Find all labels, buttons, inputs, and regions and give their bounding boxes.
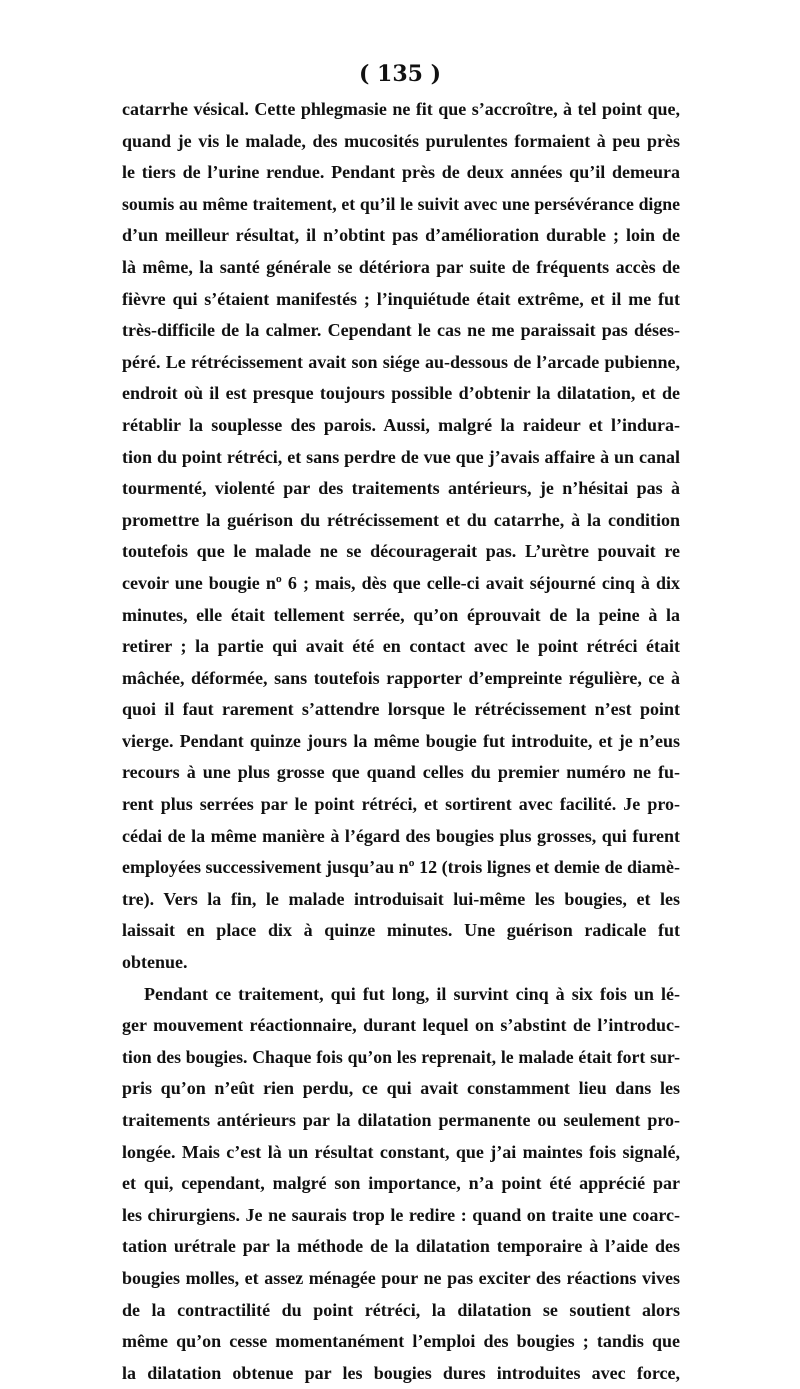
text-line: rétablir la souplesse des parois. Aussi, malgré la raideur et l’indura- [122,414,680,435]
text-line: mâchée, déformée, sans toutefois rapporter d’empreinte régulière, ce à [122,667,680,688]
text-line: quand je vis le malade, des mucosités purulentes formaient à peu près [122,130,680,151]
text-line: tourmenté, violenté par des traitements antérieurs, je n’hésitai pas à [122,478,680,499]
text-line: péré. Le rétrécissement avait son siége au-dessous de l’arcade pubienne, [122,351,680,372]
text-line: endroit où il est presque toujours possible d’obtenir la dilatation, et de [122,383,680,404]
text-line: là même, la santé générale se détériora par suite de fréquents accès de [122,256,680,277]
paragraph [122,94,680,979]
text-line: Pendant ce traitement, qui fut long, il survint cinq à six fois un lé- [144,983,680,1004]
text-line: laissait en place dix à quinze minutes. Une guérison radicale fut [122,920,680,941]
text-line: d’un meilleur résultat, il n’obtint pas d’amélioration durable ; loin de [122,225,680,246]
text-line: vierge. Pendant quinze jours la même bougie fut introduite, et je n’eus [122,730,680,751]
text-line: fièvre qui s’étaient manifestés ; l’inquiétude était extrême, et il me fut [122,288,680,309]
text-line: et qui, cependant, malgré son importance, n’a point été apprécié par [122,1173,680,1194]
text-line: de la contractilité du point rétréci, la dilatation se soutient alors [122,1299,680,1320]
text-line: pris qu’on n’eût rien perdu, ce qui avait constamment lieu dans les [122,1078,680,1099]
text-line: minutes, elle était tellement serrée, qu’on éprouvait de la peine à la [122,604,680,625]
text-line: recours à une plus grosse que quand celles du premier numéro ne fu- [122,762,680,783]
text-line: promettre la guérison du rétrécissement et du catarrhe, à la condition [122,509,680,530]
text-line: longée. Mais c’est là un résultat constant, que j’ai maintes fois signalé, [122,1141,680,1162]
text-line: tion du point rétréci, et sans perdre de vue que j’avais affaire à un canal [122,446,680,467]
text-line: cevoir une bougie nº 6 ; mais, dès que celle-ci avait séjourné cinq à dix [122,572,680,593]
text-line: soumis au même traitement, et qu’il le suivit avec une persévérance digne [122,193,680,214]
text-line: toutefois que le malade ne se découragerait pas. L’urètre pouvait re [122,541,680,562]
paragraph [122,979,680,1389]
text-line: la dilatation obtenue par les bougies dures introduites avec force, [122,1362,680,1383]
text-line: catarrhe vésical. Cette phlegmasie ne fit que s’accroître, à tel point que, [122,99,680,119]
text-line: très-difficile de la calmer. Cependant le cas ne me paraissait pas déses- [122,320,680,341]
text-line: obtenue. [122,952,188,973]
text-line: employées successivement jusqu’au nº 12 (trois lignes et demie de diamè- [122,857,680,878]
body-text [122,94,680,1389]
text-line: le tiers de l’urine rendue. Pendant près de deux années qu’il demeura [122,162,680,183]
text-line: traitements antérieurs par la dilatation permanente ou seulement pro- [122,1110,680,1130]
text-line: quoi il faut rarement s’attendre lorsque le rétrécissement n’est point [122,699,680,720]
text-line: retirer ; la partie qui avait été en contact avec le point rétréci était [122,636,680,657]
text-line: tre). Vers la fin, le malade introduisait lui-même les bougies, et les [122,888,680,909]
text-line: rent plus serrées par le point rétréci, et sortirent avec facilité. Je pro- [122,794,680,815]
text-line: même qu’on cesse momentanément l’emploi des bougies ; tandis que [122,1331,680,1352]
text-line: tation urétrale par la méthode de la dilatation temporaire à l’aide des [122,1236,680,1257]
page-number: ( 135 ) [358,61,442,87]
text-line: les chirurgiens. Je ne saurais trop le redire : quand on traite une coarc- [122,1204,680,1225]
text-line: bougies molles, et assez ménagée pour ne pas exciter des réactions vives [122,1267,680,1288]
text-line: cédai de la même manière à l’égard des bougies plus grosses, qui furent [122,825,680,846]
text-line: ger mouvement réactionnaire, durant lequel on s’abstint de l’introduc- [122,1015,680,1036]
text-line: tion des bougies. Chaque fois qu’on les reprenait, le malade était fort sur- [122,1046,680,1067]
